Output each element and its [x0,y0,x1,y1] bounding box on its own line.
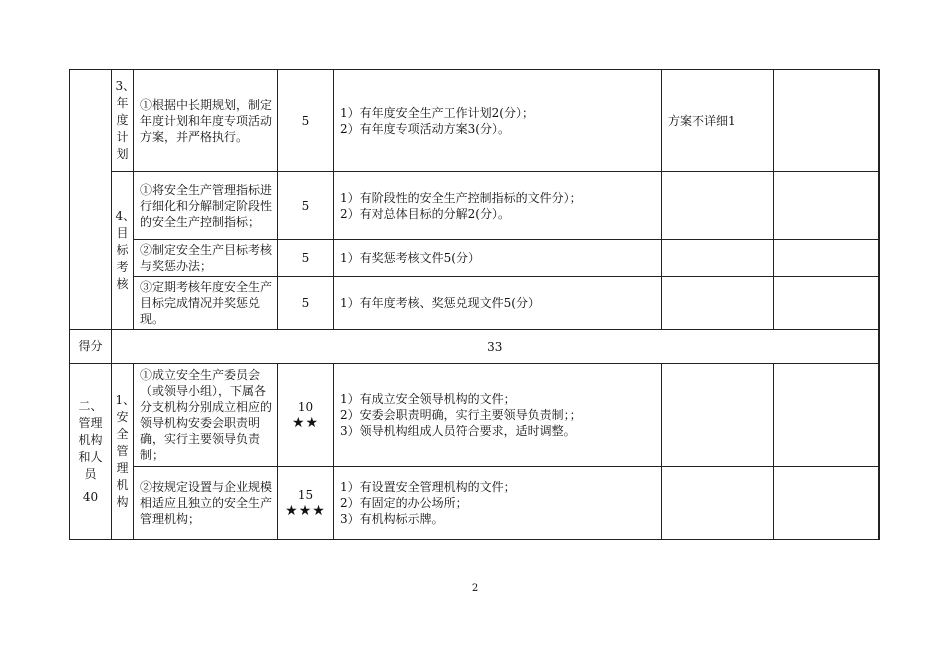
score-cell: 5 [278,277,334,330]
score-cell: 5 [278,240,334,277]
standard-line: 1）有设置安全管理机构的文件； [340,480,516,494]
score-cell: 5 [278,172,334,240]
empty-cell [774,467,879,540]
standard-cell [334,277,662,330]
table-row [70,277,879,330]
standard-cell [334,172,662,240]
standard-line: 2）有年度专项活动方案3(分）。 [340,121,510,136]
star-rating: ★★ [291,415,320,431]
subtotal-value: 33 [112,330,879,364]
standard-cell [334,240,662,277]
standard-line: 1）有阶段性的安全生产控制指标的文件分）； [340,190,582,205]
score-cell [278,364,334,467]
standard-line: 3）领导机构组成人员符合要求，适时调整。 [340,424,576,438]
standard-line: 3）有机构标示牌。 [340,512,444,526]
table-row [70,364,879,467]
remark-cell [662,277,774,330]
empty-cell [774,240,879,277]
star-rating: ★★★ [285,503,326,519]
empty-cell [774,70,879,172]
remark-cell [662,240,774,277]
section-cell-empty [70,70,112,330]
remark-cell [662,172,774,240]
assessment-table [69,69,880,540]
item-label: 3、年度计划 [112,70,134,172]
standard-line: 1）有奖惩考核文件5(分） [340,251,480,265]
requirement-cell: ①成立安全生产委员会（或领导小组），下属各分支机构分别成立相应的领导机构安委会职责明确，实行主要领导负责制； [134,364,278,467]
requirement-cell: ①根据中长期规划，制定年度计划和年度专项活动方案，并严格执行。 [134,70,278,172]
requirement-cell: ②按规定设置与企业规模相适应且独立的安全生产管理机构； [134,467,278,540]
standard-line: 1）有年度安全生产工作计划2(分）； [340,105,534,120]
empty-cell [774,364,879,467]
standard-line: 1）有成立安全领导机构的文件； [340,392,516,406]
standard-cell [334,467,662,540]
standard-line: 2）安委会职责明确，实行主要领导负责制；； [340,408,582,422]
standard-line: 2）有固定的办公场所； [340,496,468,510]
remark-cell [662,467,774,540]
remark-cell [662,364,774,467]
table-row [70,172,879,240]
item-label: 1、安全管理机构 [112,364,134,540]
requirement-cell: ③定期考核年度安全生产目标完成情况并奖惩兑现。 [134,277,278,330]
standard-line: 2）有对总体目标的分解2(分）。 [340,206,510,221]
empty-cell [774,277,879,330]
score-value: 10 [297,400,314,414]
score-cell: 5 [278,70,334,172]
page-number: 2 [471,583,479,594]
requirement-cell: ②制定安全生产目标考核与奖惩办法； [134,240,278,277]
standard-cell [334,70,662,172]
empty-cell [774,172,879,240]
standard-cell [334,364,662,467]
score-value: 15 [297,488,314,502]
section-label: 二、管理机构和人员 40 [70,364,112,540]
table-row [70,240,879,277]
table-row [70,70,879,172]
table-row [70,467,879,540]
score-cell [278,467,334,540]
requirement-cell: ①将安全生产管理指标进行细化和分解制定阶段性的安全生产控制指标； [134,172,278,240]
subtotal-row [70,330,879,364]
remark-cell: 方案不详细1 [662,70,774,172]
subtotal-label: 得分 [70,330,112,364]
section-points: 40 [82,489,99,504]
item-label: 4、目标考核 [112,172,134,330]
standard-line: 1）有年度考核、奖惩兑现文件5(分） [340,296,540,310]
